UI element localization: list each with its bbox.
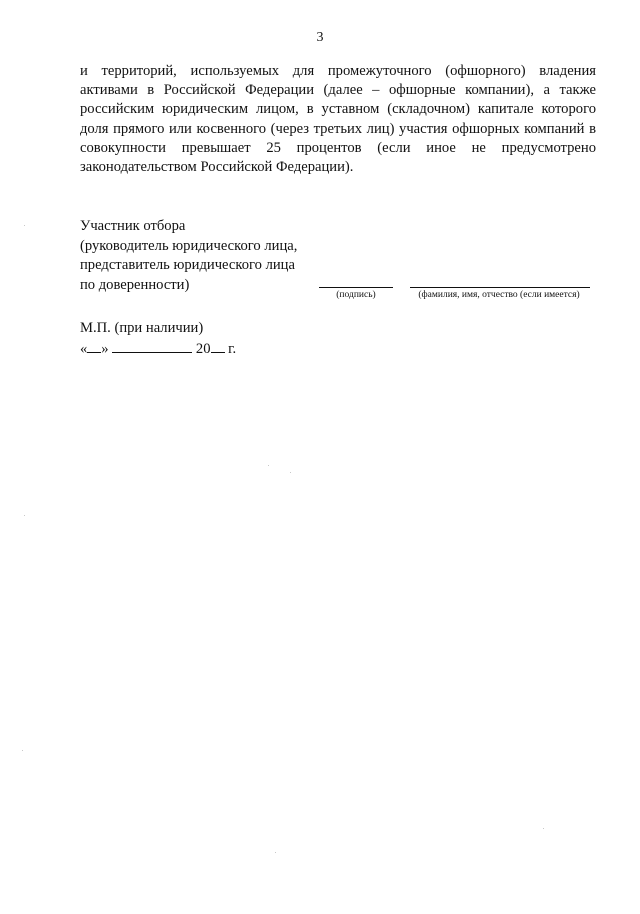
scan-speck xyxy=(268,465,269,466)
scan-speck xyxy=(24,225,25,226)
body-paragraph xyxy=(80,62,596,177)
full-name-line xyxy=(410,287,590,288)
scan-speck xyxy=(275,852,276,853)
month-blank xyxy=(112,339,192,353)
page-number: 3 xyxy=(316,30,324,45)
signature-line xyxy=(319,287,393,288)
day-blank xyxy=(87,339,101,353)
signer-block xyxy=(80,217,320,295)
scan-speck xyxy=(543,828,544,829)
paragraph-line: законодательством Российской Федерации). xyxy=(80,159,354,176)
signer-role-line: по доверенности) xyxy=(80,276,190,293)
signature-caption: (подпись) xyxy=(336,290,376,300)
year-prefix: 20 xyxy=(195,340,211,357)
stamp-date-block xyxy=(80,319,236,359)
scan-speck xyxy=(24,515,25,516)
signer-title: Участник отбора xyxy=(80,218,186,234)
scan-speck xyxy=(22,750,23,751)
date-open-quote: « xyxy=(80,340,88,357)
date-close-quote: » xyxy=(101,340,109,357)
paragraph-line: доля прямого или косвенного (через третьих лиц) участия офшорных компаний xyxy=(80,120,590,137)
year-suffix: г. xyxy=(228,340,237,357)
paragraph-line: российским юридическим лицом, в уставном (складочном) капитале которого xyxy=(80,101,596,118)
scan-speck xyxy=(290,472,291,473)
paragraph-line: и территорий, используемых для промежуточного (офшорного) владения xyxy=(80,63,596,79)
paragraph-line: активами в Российской Федерации (далее – офшорные компании), а также xyxy=(80,82,596,99)
stamp-label: М.П. (при наличии) xyxy=(80,320,204,336)
signer-role-line: (руководитель юридического лица, xyxy=(80,237,298,254)
full-name-caption: (фамилия, имя, отчество (если имеется) xyxy=(418,290,580,300)
date-line xyxy=(80,339,236,360)
paragraph-line: в совокупности превышает 25 процентов (если иное не предусмотрено xyxy=(80,120,596,156)
signer-role-line: представитель юридического лица xyxy=(80,257,295,273)
year-blank xyxy=(211,339,225,353)
